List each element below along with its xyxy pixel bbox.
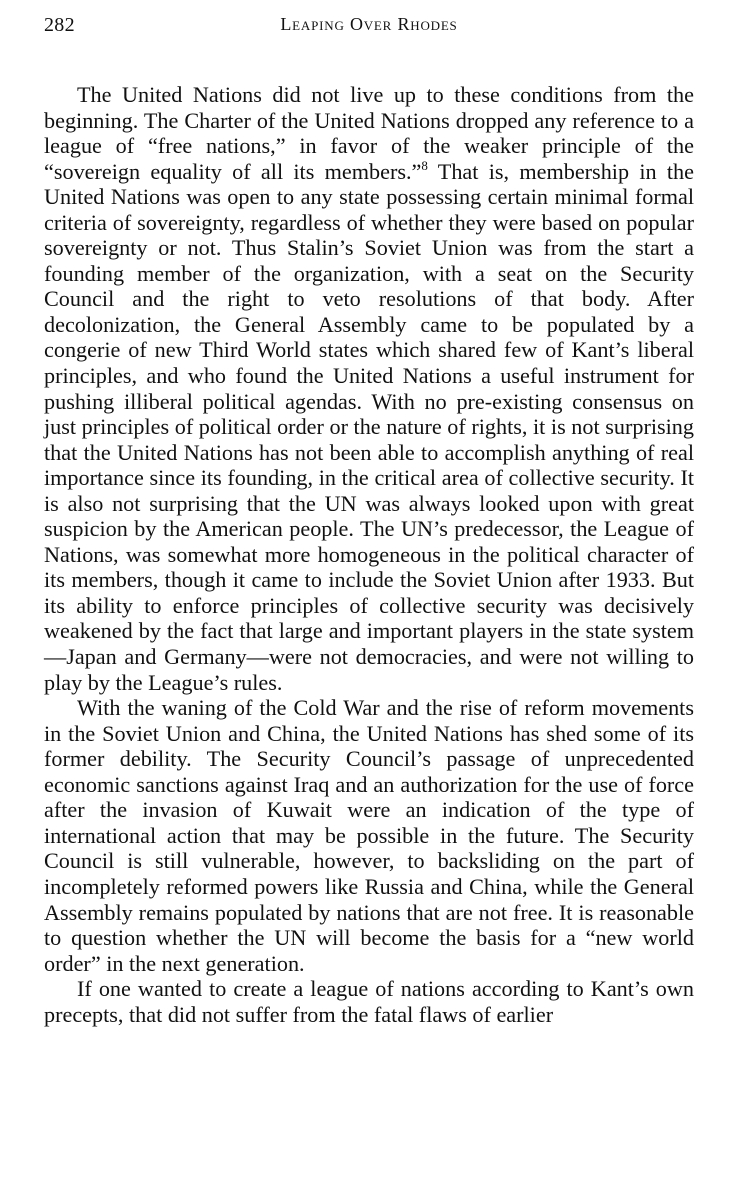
footnote-reference: 8 bbox=[421, 157, 428, 173]
paragraph-2: With the waning of the Cold War and the rise of reform movements in the Soviet Union and China, the United Nations has shed some of its former debility. The Security Council’s passage of unprecedented economic sanctions against Iraq and an authorization for the use of force after the invasion of Kuwait were an indication of the type of international action that may be possible in the future. The Security Council is still vulnerable, however, to backsliding on the part of incompletely reformed powers like Russia and China, while the General Assembly remains populated by nations that are not free. It is reasonable to question whether the UN will become the basis for a “new world order” in the next generation. bbox=[44, 695, 694, 976]
paragraph-1 bbox=[44, 82, 694, 695]
paragraph-1-text-after-note: That is, membership in the United Nations was open to any state possessing certain minimal formal criteria of sovereignty, regardless of whether they were based on popular sovereignty or not. Thus Stalin’s Soviet Union was from the start a founding member of the organization, with a seat on the Security Council and the right to veto resolutions of that body. After decolonization, the General Assembly came to be populated by a congerie of new Third World states which shared few of Kant’s liberal principles, and who found the United Nations a useful instrument for pushing illiberal political agendas. With no pre-existing consensus on just principles of political order or the nature of rights, it is not surprising that the United Nations has not been able to accomplish anything of real importance since its founding, in the critical area of collective security. It is also not surprising that the UN was always looked upon with great suspicion by the American people. The UN’s predecessor, the League of Nations, was somewhat more homogeneous in the political character of its members, though it came to include the Soviet Union after 1933. But its ability to enforce principles of collective security was decisively weakened by the fact that large and important players in the state system—Japan and Germany—were not democracies, and were not willing to play by the League’s rules. bbox=[44, 158, 694, 695]
page-number: 282 bbox=[44, 14, 75, 36]
running-head bbox=[44, 14, 694, 42]
paragraph-3: If one wanted to create a league of nations according to Kant’s own precepts, that did not suffer from the fatal flaws of earlier bbox=[44, 976, 694, 1027]
paragraph-1-text-before-note: The United Nations did not live up to these conditions from the beginning. The Charter of the United Nations dropped any reference to a league of “free nations,” in favor of the weaker principle of the “sovereign equality of all its members.” bbox=[44, 82, 694, 184]
running-title: Leaping Over Rhodes bbox=[280, 14, 458, 34]
body-text bbox=[44, 82, 694, 1027]
